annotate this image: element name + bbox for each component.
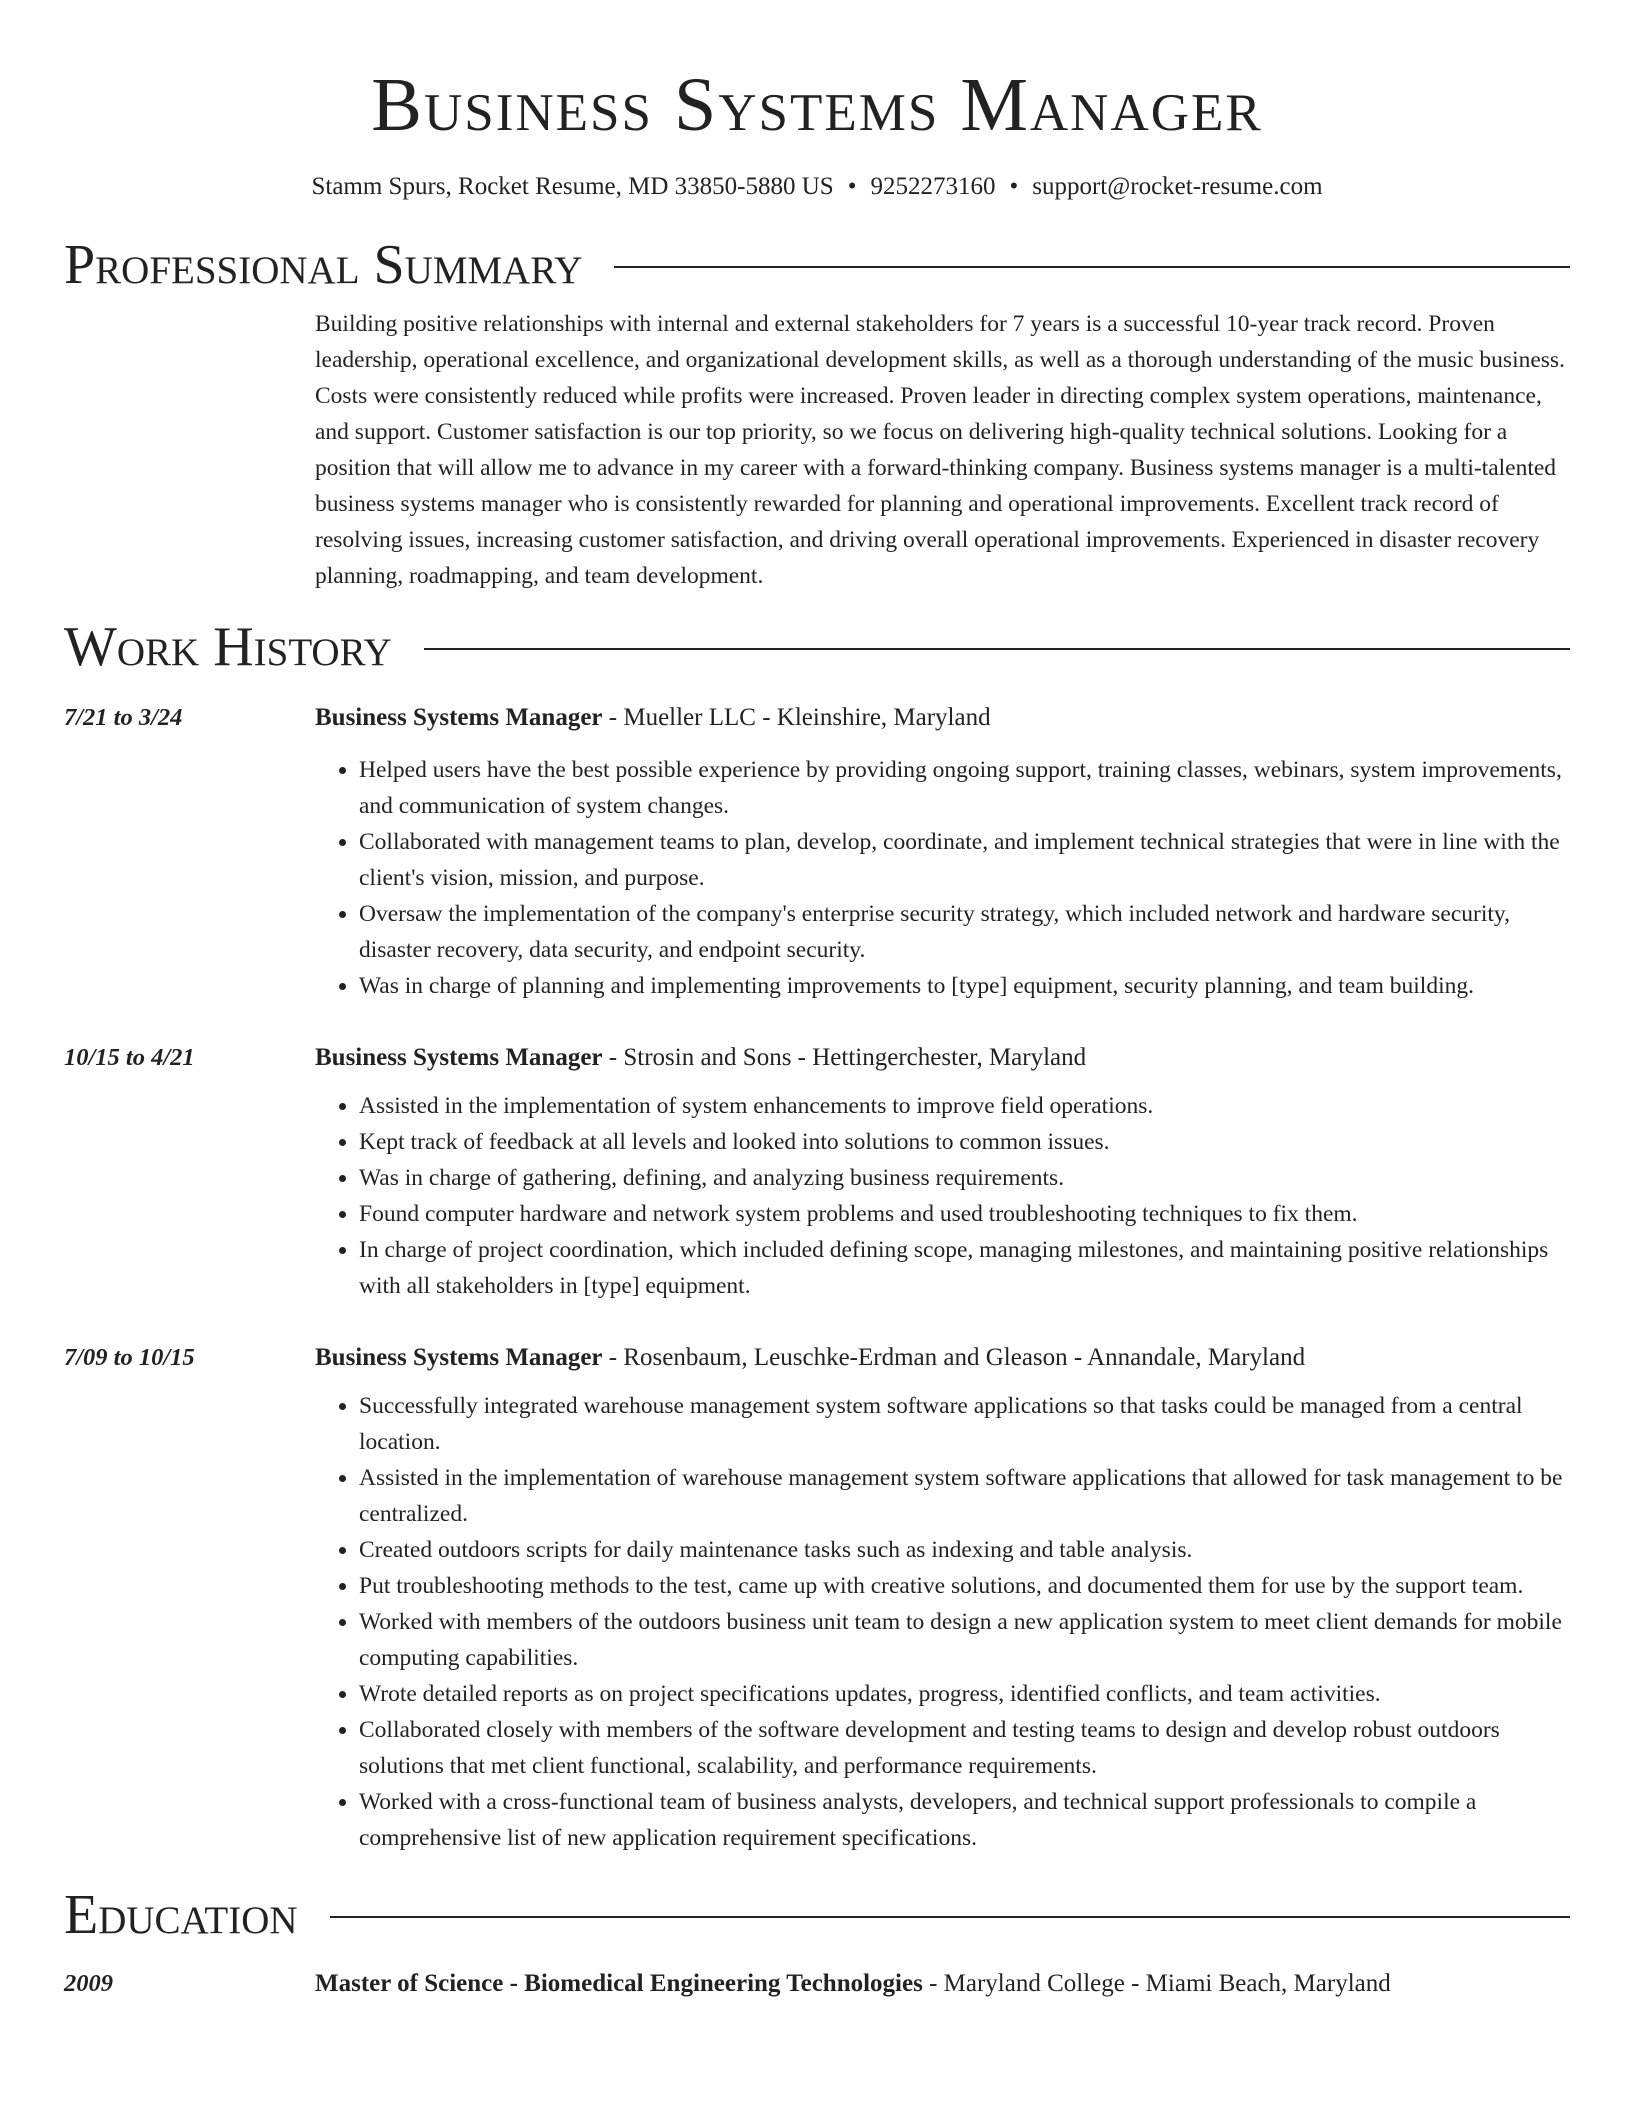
summary-text: Building positive relationships with internal and external stakeholders for 7 years is a successful 10-year track record. Proven leadership, operational excellence, and organizational development skills, as well as a thorough understanding of the music business. Costs were consistently reduced while profits were increased. Proven leader in directing complex system operations, maintenance, and support. Customer satisfaction is our top priority, so we focus on delivering high-quality technical solutions. Looking for a position that will allow me to advance in my career with a forward-thinking company. Business systems manager is a multi-talented business systems manager who is consistently rewarded for planning and operational improvements. Excellent track record of resolving issues, increasing customer satisfaction, and driving overall operational improvements. Experienced in disaster recovery planning, roadmapping, and team development. [315,311,1565,589]
job-bullet: • In charge of project coordination, which included defining scope, managing milestones, and maintaining positive relationships with all stakeholders in [type] equipment. [359,1232,1570,1304]
education-body [315,1956,1570,2002]
section-divider [614,266,1570,268]
contact-address: Stamm Spurs, Rocket Resume, MD 33850-5880 US [311,173,834,200]
job-bullets [315,1088,1570,1304]
job-employer: - Strosin and Sons - Hettingerchester, Maryland [602,1044,1087,1071]
contact-phone: 9252273160 [870,173,996,200]
section-divider [424,648,1570,650]
job-bullet: • Assisted in the implementation of system enhancements to improve field operations. [359,1088,1570,1124]
education-section-header [64,1884,1570,1946]
job-bullet: • Oversaw the implementation of the company's enterprise security strategy, which included network and hardware security, disaster recovery, data security, and endpoint security. [359,896,1570,968]
job-bullets [315,1388,1570,1856]
job-bullet: • Put troubleshooting methods to the test, came up with creative solutions, and documented them for use by the support team. [359,1568,1570,1604]
job-bullet: • Helped users have the best possible experience by providing ongoing support, training classes, webinars, system improvements, and communication of system changes. [359,752,1570,824]
contact-email: support@rocket-resume.com [1032,173,1323,200]
job-dates: 7/09 to 10/15 [64,1344,195,1371]
job-heading [315,1030,1570,1076]
job-bullet: • Worked with a cross-functional team of business analysts, developers, and technical support professionals to compile a comprehensive list of new application requirement specifications. [359,1784,1570,1856]
job-title: Business Systems Manager [315,1044,603,1071]
job-bullet: • Worked with members of the outdoors business unit team to design a new application system to meet client demands for mobile computing capabilities. [359,1604,1570,1676]
job-dates: 10/15 to 4/21 [64,1044,195,1071]
job-bullet: • Collaborated with management teams to plan, develop, coordinate, and implement technical strategies that were in line with the client's vision, mission, and purpose. [359,824,1570,896]
job-bullet: • Wrote detailed reports as on project specifications updates, progress, identified conflicts, and team activities. [359,1676,1570,1712]
job-body [315,1030,1570,1304]
job-bullet: • Found computer hardware and network system problems and used troubleshooting techniques to fix them. [359,1196,1570,1232]
job-title: Business Systems Manager [315,704,603,731]
job-title: Business Systems Manager [315,1344,603,1371]
summary-heading: Professional Summary [64,234,583,296]
job-dates: 7/21 to 3/24 [64,704,183,731]
education-year: 2009 [64,1970,113,1997]
contact-line [64,170,1570,204]
education-entry [64,1956,1570,2002]
job-body [315,690,1570,1004]
job-bullet: • Collaborated closely with members of the software development and testing teams to design and develop robust outdoors solutions that met client functional, scalability, and performance requirements. [359,1712,1570,1784]
candidate-name: Business Systems Manager [371,63,1263,147]
summary-section-header [64,234,1570,296]
contact-separator: • [847,173,857,200]
education-school: - Maryland College - Miami Beach, Maryland [922,1970,1391,1997]
job-employer: - Mueller LLC - Kleinshire, Maryland [602,704,991,731]
contact-separator: • [1009,173,1019,200]
education-heading: Education [64,1884,298,1946]
job-bullet: • Was in charge of planning and implementing improvements to [type] equipment, security planning, and team building. [359,968,1570,1004]
job-body [315,1330,1570,1856]
work-heading: Work History [64,616,392,678]
job-bullet: • Kept track of feedback at all levels and looked into solutions to common issues. [359,1124,1570,1160]
education-heading-line [315,1956,1570,2002]
job-bullet: • Assisted in the implementation of warehouse management system software applications that allowed for task management to be centralized. [359,1460,1570,1532]
job-bullet: • Successfully integrated warehouse management system software applications so that tasks could be managed from a central location. [359,1388,1570,1460]
job-entry [64,690,1570,1004]
job-bullet: • Created outdoors scripts for daily maintenance tasks such as indexing and table analysis. [359,1532,1570,1568]
resume-page [64,0,1570,2002]
job-entry [64,1330,1570,1856]
job-bullets [315,752,1570,1004]
job-heading [315,690,1570,736]
education-degree: Master of Science - Biomedical Engineering Technologies [315,1970,923,1997]
job-entry [64,1030,1570,1304]
job-employer: - Rosenbaum, Leuschke-Erdman and Gleason - Annandale, Maryland [602,1344,1306,1371]
section-divider [330,1916,1570,1918]
work-section-header [64,616,1570,678]
job-heading [315,1330,1570,1376]
job-bullet: • Was in charge of gathering, defining, and analyzing business requirements. [359,1160,1570,1196]
